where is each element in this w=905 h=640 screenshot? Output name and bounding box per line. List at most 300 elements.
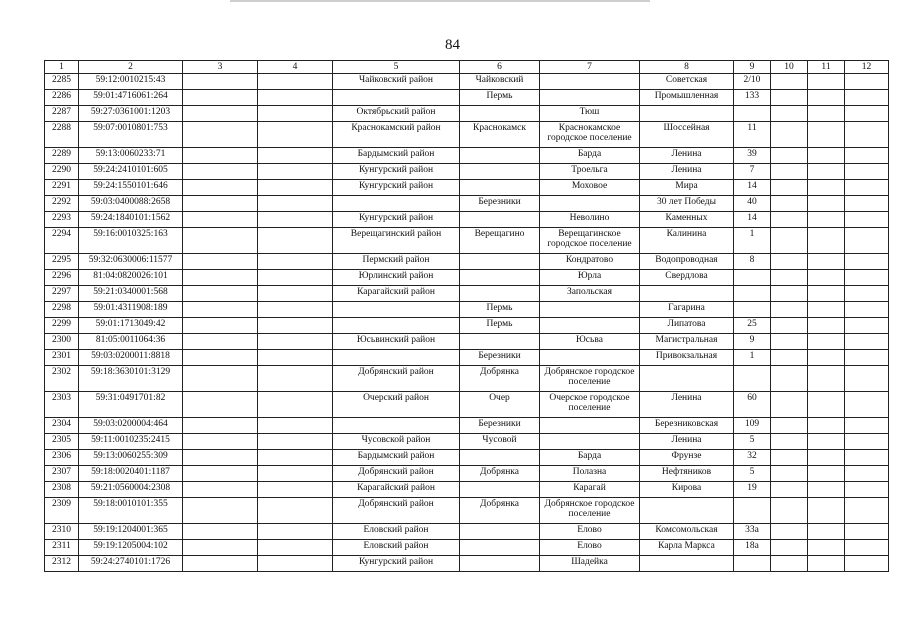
cell-col-11 [808, 392, 845, 418]
cell-cadastral-number: 59:12:0010215:43 [79, 74, 183, 90]
cell-col-11 [808, 286, 845, 302]
cell-district: Кунгурский район [333, 556, 460, 572]
cell-settlement [540, 434, 640, 450]
cell-col-11 [808, 556, 845, 572]
cell-settlement: Елово [540, 540, 640, 556]
cell-city: Краснокамск [460, 122, 540, 148]
cell-col-12 [845, 350, 889, 366]
cell-cadastral-number: 59:27:0361001:1203 [79, 106, 183, 122]
column-header-7: 7 [540, 61, 640, 74]
cell-city [460, 482, 540, 498]
cell-col-10 [771, 148, 808, 164]
cell-cadastral-number: 59:01:4716061:264 [79, 90, 183, 106]
cell-col-12 [845, 212, 889, 228]
cell-cadastral-number: 59:24:1550101:646 [79, 180, 183, 196]
cell-col-12 [845, 540, 889, 556]
cell-street: Ленина [640, 434, 734, 450]
cell-col-4 [258, 302, 333, 318]
cell-col-4 [258, 122, 333, 148]
cell-col-4 [258, 556, 333, 572]
cell-col-3 [183, 418, 258, 434]
table-row [45, 318, 889, 334]
cell-city: Пермь [460, 90, 540, 106]
cell-col-12 [845, 556, 889, 572]
cell-cadastral-number: 59:11:0010235:2415 [79, 434, 183, 450]
cell-col-4 [258, 434, 333, 450]
cell-street: Карла Маркса [640, 540, 734, 556]
cell-row-number: 2305 [45, 434, 79, 450]
cell-settlement: Юрла [540, 270, 640, 286]
cell-col-12 [845, 450, 889, 466]
cell-col-11 [808, 366, 845, 392]
cell-settlement [540, 74, 640, 90]
column-header-5: 5 [333, 61, 460, 74]
cell-col-11 [808, 164, 845, 180]
cell-cadastral-number: 59:24:2410101:605 [79, 164, 183, 180]
cell-col-10 [771, 212, 808, 228]
cell-city [460, 286, 540, 302]
cell-row-number: 2304 [45, 418, 79, 434]
cell-street: Привокзальная [640, 350, 734, 366]
cell-col-12 [845, 392, 889, 418]
table-row [45, 466, 889, 482]
cell-district: Кунгурский район [333, 164, 460, 180]
cell-city: Очер [460, 392, 540, 418]
cell-row-number: 2296 [45, 270, 79, 286]
cell-cadastral-number: 59:18:0010101:355 [79, 498, 183, 524]
cell-city [460, 254, 540, 270]
table-row [45, 74, 889, 90]
cell-city [460, 164, 540, 180]
cell-col-3 [183, 350, 258, 366]
cell-street: Магистральная [640, 334, 734, 350]
cell-row-number: 2292 [45, 196, 79, 212]
table-row [45, 302, 889, 318]
cell-street: Шоссейная [640, 122, 734, 148]
cell-col-3 [183, 180, 258, 196]
column-header-2: 2 [79, 61, 183, 74]
cell-cadastral-number: 59:24:2740101:1726 [79, 556, 183, 572]
cell-col-10 [771, 254, 808, 270]
cell-row-number: 2312 [45, 556, 79, 572]
cell-city [460, 540, 540, 556]
cell-col-10 [771, 524, 808, 540]
cell-col-12 [845, 366, 889, 392]
cell-district: Еловский район [333, 524, 460, 540]
cell-district: Чусовской район [333, 434, 460, 450]
cell-col-12 [845, 122, 889, 148]
cell-city: Березники [460, 350, 540, 366]
cell-col-3 [183, 74, 258, 90]
cell-col-3 [183, 466, 258, 482]
cell-street: Ленина [640, 148, 734, 164]
cell-cadastral-number: 59:13:0060255:309 [79, 450, 183, 466]
cell-street: Березниковская [640, 418, 734, 434]
cell-col-12 [845, 164, 889, 180]
cell-house-number: 5 [734, 466, 771, 482]
cell-row-number: 2294 [45, 228, 79, 254]
cell-settlement [540, 318, 640, 334]
cell-col-10 [771, 350, 808, 366]
cell-settlement [540, 302, 640, 318]
cell-house-number: 109 [734, 418, 771, 434]
cell-city [460, 556, 540, 572]
cell-house-number: 32 [734, 450, 771, 466]
cell-col-11 [808, 524, 845, 540]
table-row [45, 228, 889, 254]
cell-col-11 [808, 74, 845, 90]
cell-house-number [734, 106, 771, 122]
cell-house-number [734, 366, 771, 392]
cell-street [640, 498, 734, 524]
cell-street: Ленина [640, 392, 734, 418]
cell-district: Добрянский район [333, 366, 460, 392]
cell-col-3 [183, 498, 258, 524]
cell-house-number: 33а [734, 524, 771, 540]
cell-col-10 [771, 270, 808, 286]
cell-col-12 [845, 270, 889, 286]
cell-col-4 [258, 228, 333, 254]
table-row [45, 392, 889, 418]
cell-row-number: 2291 [45, 180, 79, 196]
cell-settlement: Краснокамское городское поселение [540, 122, 640, 148]
column-header-3: 3 [183, 61, 258, 74]
cell-row-number: 2306 [45, 450, 79, 466]
cell-street [640, 106, 734, 122]
column-header-12: 12 [845, 61, 889, 74]
cell-city [460, 212, 540, 228]
cell-col-3 [183, 482, 258, 498]
cell-city [460, 270, 540, 286]
table-row [45, 180, 889, 196]
cell-house-number: 60 [734, 392, 771, 418]
cell-city [460, 334, 540, 350]
cell-col-12 [845, 228, 889, 254]
cell-house-number: 11 [734, 122, 771, 148]
cell-settlement: Неволино [540, 212, 640, 228]
cell-col-11 [808, 270, 845, 286]
cell-settlement: Барда [540, 450, 640, 466]
cell-col-4 [258, 212, 333, 228]
cell-city: Чайковский [460, 74, 540, 90]
cell-col-10 [771, 196, 808, 212]
cell-col-3 [183, 318, 258, 334]
cell-district [333, 418, 460, 434]
cell-settlement [540, 90, 640, 106]
cell-col-11 [808, 482, 845, 498]
cell-house-number: 8 [734, 254, 771, 270]
cell-col-11 [808, 334, 845, 350]
cell-row-number: 2307 [45, 466, 79, 482]
cell-col-3 [183, 148, 258, 164]
table-row [45, 350, 889, 366]
cell-district [333, 90, 460, 106]
table-row [45, 122, 889, 148]
cell-col-11 [808, 196, 845, 212]
cell-col-11 [808, 106, 845, 122]
cell-col-11 [808, 540, 845, 556]
cell-street: Гагарина [640, 302, 734, 318]
cell-district [333, 318, 460, 334]
cell-district: Еловский район [333, 540, 460, 556]
cell-col-4 [258, 180, 333, 196]
cell-cadastral-number: 59:01:1713049:42 [79, 318, 183, 334]
cell-col-4 [258, 106, 333, 122]
cell-street: Промышленная [640, 90, 734, 106]
cell-row-number: 2302 [45, 366, 79, 392]
register-table [44, 60, 889, 572]
cell-col-3 [183, 106, 258, 122]
cell-row-number: 2288 [45, 122, 79, 148]
table-row [45, 106, 889, 122]
cell-col-11 [808, 122, 845, 148]
cell-street: 30 лет Победы [640, 196, 734, 212]
cell-col-11 [808, 302, 845, 318]
cell-col-12 [845, 302, 889, 318]
cell-district [333, 196, 460, 212]
cell-row-number: 2289 [45, 148, 79, 164]
cell-settlement [540, 196, 640, 212]
cell-col-3 [183, 392, 258, 418]
cell-col-4 [258, 254, 333, 270]
table-row [45, 450, 889, 466]
cell-col-11 [808, 450, 845, 466]
cell-cadastral-number: 81:04:0820026:101 [79, 270, 183, 286]
cell-row-number: 2293 [45, 212, 79, 228]
cell-col-11 [808, 254, 845, 270]
cell-col-11 [808, 418, 845, 434]
cell-city [460, 106, 540, 122]
cell-row-number: 2310 [45, 524, 79, 540]
cell-settlement [540, 350, 640, 366]
cell-col-4 [258, 524, 333, 540]
cell-col-3 [183, 196, 258, 212]
cell-col-12 [845, 466, 889, 482]
cell-street: Ленина [640, 164, 734, 180]
table-row [45, 418, 889, 434]
cell-col-10 [771, 540, 808, 556]
cell-house-number: 2/10 [734, 74, 771, 90]
cell-row-number: 2299 [45, 318, 79, 334]
cell-col-12 [845, 286, 889, 302]
cell-col-10 [771, 90, 808, 106]
cell-col-4 [258, 334, 333, 350]
table-row [45, 270, 889, 286]
table-row [45, 286, 889, 302]
cell-col-10 [771, 556, 808, 572]
cell-house-number [734, 556, 771, 572]
cell-col-3 [183, 228, 258, 254]
cell-city: Добрянка [460, 466, 540, 482]
cell-house-number: 14 [734, 180, 771, 196]
cell-col-12 [845, 106, 889, 122]
cell-cadastral-number: 81:05:0011064:36 [79, 334, 183, 350]
table-row [45, 148, 889, 164]
cell-district: Кунгурский район [333, 180, 460, 196]
cell-col-11 [808, 466, 845, 482]
cell-street [640, 286, 734, 302]
cell-city: Верещагино [460, 228, 540, 254]
cell-street: Калинина [640, 228, 734, 254]
cell-col-3 [183, 254, 258, 270]
table-row [45, 482, 889, 498]
cell-row-number: 2300 [45, 334, 79, 350]
cell-district: Карагайский район [333, 482, 460, 498]
cell-district: Пермский район [333, 254, 460, 270]
cell-district [333, 302, 460, 318]
cell-district: Юрлинский район [333, 270, 460, 286]
cell-col-12 [845, 180, 889, 196]
column-header-11: 11 [808, 61, 845, 74]
cell-cadastral-number: 59:16:0010325:163 [79, 228, 183, 254]
cell-col-11 [808, 318, 845, 334]
cell-cadastral-number: 59:31:0491701:82 [79, 392, 183, 418]
cell-col-11 [808, 180, 845, 196]
table-row [45, 366, 889, 392]
table-row [45, 212, 889, 228]
cell-settlement: Юсьва [540, 334, 640, 350]
cell-city: Чусовой [460, 434, 540, 450]
cell-col-12 [845, 482, 889, 498]
cell-col-4 [258, 196, 333, 212]
table-row [45, 334, 889, 350]
cell-cadastral-number: 59:21:0340001:568 [79, 286, 183, 302]
cell-house-number: 9 [734, 334, 771, 350]
cell-row-number: 2308 [45, 482, 79, 498]
cell-cadastral-number: 59:01:4311908:189 [79, 302, 183, 318]
cell-house-number: 19 [734, 482, 771, 498]
cell-street: Советская [640, 74, 734, 90]
column-header-8: 8 [640, 61, 734, 74]
column-header-10: 10 [771, 61, 808, 74]
cell-street [640, 556, 734, 572]
column-number-header-row [45, 61, 889, 74]
cell-house-number: 133 [734, 90, 771, 106]
cell-col-10 [771, 418, 808, 434]
cell-cadastral-number: 59:18:0020401:1187 [79, 466, 183, 482]
column-header-9: 9 [734, 61, 771, 74]
cell-col-3 [183, 334, 258, 350]
cell-col-10 [771, 334, 808, 350]
cell-district: Карагайский район [333, 286, 460, 302]
cell-house-number: 39 [734, 148, 771, 164]
cell-col-4 [258, 540, 333, 556]
cell-street: Кирова [640, 482, 734, 498]
cell-district: Краснокамский район [333, 122, 460, 148]
cell-col-4 [258, 90, 333, 106]
cell-house-number [734, 286, 771, 302]
cell-house-number [734, 302, 771, 318]
cell-city [460, 180, 540, 196]
cell-row-number: 2290 [45, 164, 79, 180]
cell-settlement: Барда [540, 148, 640, 164]
cell-house-number: 40 [734, 196, 771, 212]
cell-city: Пермь [460, 318, 540, 334]
cell-settlement: Карагай [540, 482, 640, 498]
cell-city: Березники [460, 196, 540, 212]
cell-house-number: 1 [734, 350, 771, 366]
cell-row-number: 2303 [45, 392, 79, 418]
table-row [45, 524, 889, 540]
cell-district: Добрянский район [333, 498, 460, 524]
cell-cadastral-number: 59:21:0560004:2308 [79, 482, 183, 498]
cell-col-11 [808, 212, 845, 228]
cell-row-number: 2301 [45, 350, 79, 366]
cell-col-4 [258, 366, 333, 392]
cell-settlement: Добрянское городское поселение [540, 498, 640, 524]
cell-district: Чайковский район [333, 74, 460, 90]
cell-col-11 [808, 228, 845, 254]
cell-col-4 [258, 466, 333, 482]
cell-col-3 [183, 270, 258, 286]
cell-house-number: 1 [734, 228, 771, 254]
cell-col-10 [771, 450, 808, 466]
table-row [45, 196, 889, 212]
cell-col-3 [183, 450, 258, 466]
cell-col-10 [771, 164, 808, 180]
cell-settlement [540, 418, 640, 434]
cell-col-12 [845, 434, 889, 450]
cell-col-12 [845, 498, 889, 524]
cell-row-number: 2295 [45, 254, 79, 270]
table-row [45, 254, 889, 270]
cell-cadastral-number: 59:19:1204001:365 [79, 524, 183, 540]
cell-row-number: 2297 [45, 286, 79, 302]
column-header-1: 1 [45, 61, 79, 74]
cell-row-number: 2309 [45, 498, 79, 524]
cell-col-3 [183, 540, 258, 556]
cell-col-10 [771, 228, 808, 254]
cell-street: Нефтяников [640, 466, 734, 482]
cell-col-4 [258, 74, 333, 90]
cell-city: Пермь [460, 302, 540, 318]
cell-col-4 [258, 350, 333, 366]
cell-city [460, 148, 540, 164]
cell-settlement: Троельга [540, 164, 640, 180]
cell-col-12 [845, 318, 889, 334]
cell-col-12 [845, 254, 889, 270]
cell-col-3 [183, 286, 258, 302]
table-row [45, 540, 889, 556]
top-edge-rule [230, 0, 650, 2]
cell-street: Каменных [640, 212, 734, 228]
cell-row-number: 2311 [45, 540, 79, 556]
cell-district: Бардымский район [333, 450, 460, 466]
cell-col-4 [258, 270, 333, 286]
cell-district: Октябрьский район [333, 106, 460, 122]
cell-city: Добрянка [460, 366, 540, 392]
cell-district: Бардымский район [333, 148, 460, 164]
cell-col-3 [183, 90, 258, 106]
cell-city [460, 524, 540, 540]
cell-settlement: Моховое [540, 180, 640, 196]
cell-row-number: 2285 [45, 74, 79, 90]
cell-col-4 [258, 318, 333, 334]
cell-col-4 [258, 450, 333, 466]
cell-col-3 [183, 302, 258, 318]
cell-col-11 [808, 350, 845, 366]
table-row [45, 164, 889, 180]
cell-col-10 [771, 318, 808, 334]
cell-col-11 [808, 434, 845, 450]
cell-cadastral-number: 59:03:0200011:8818 [79, 350, 183, 366]
cell-cadastral-number: 59:32:0630006:11577 [79, 254, 183, 270]
cell-settlement: Добрянское городское поселение [540, 366, 640, 392]
cell-col-10 [771, 466, 808, 482]
cell-city: Добрянка [460, 498, 540, 524]
cell-house-number: 25 [734, 318, 771, 334]
cell-settlement: Кондратово [540, 254, 640, 270]
